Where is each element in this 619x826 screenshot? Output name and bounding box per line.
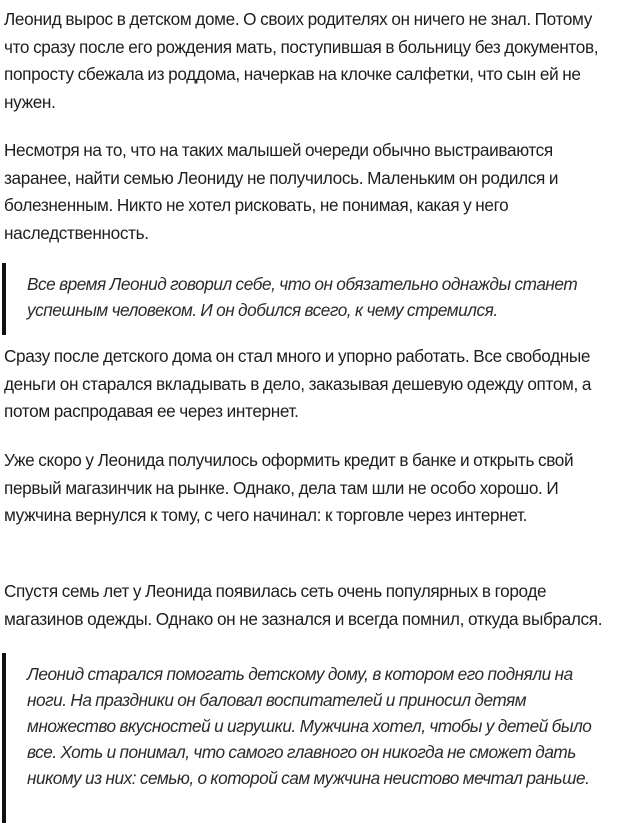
blockquote-2-text: Леонид старался помогать детскому дому, в котором его подняли на ноги. На праздники он баловал воспитателей и приносил детям множество вкусностей и игрушки. Мужчина хотел, чтобы у детей было все. Хоть и понимал, что самого главного он никогда не сможет дать никому из них: семью, о которой сам мужчина неистово мечтал раньше.	[27, 664, 592, 788]
paragraph-4: Уже скоро у Леонида получилось оформить кредит в банке и открыть свой первый магазинчик на рынке. Однако, дела там шли не особо хорошо. И мужчина вернулся к тому, с чего начинал: к торговле через интернет.	[4, 450, 574, 525]
blockquote-1	[2, 263, 614, 335]
blockquote-2-wrap	[2, 653, 614, 823]
paragraph-3-wrap	[4, 343, 616, 426]
paragraph-3: Сразу после детского дома он стал много и упорно работать. Все свободные деньги он старался вкладывать в дело, заказывая дешевую одежду оптом, а потом распродавая ее через интернет.	[4, 346, 592, 421]
paragraph-1: Леонид вырос в детском доме. О своих родителях он ничего не знал. Потому что сразу после его рождения мать, поступившая в больницу без документов, попросту сбежала из роддома, начеркав на клочке салфетки, что сын ей не нужен.	[4, 9, 599, 112]
paragraph-5: Спустя семь лет у Леонида появилась сеть очень популярных в городе магазинов одежды. Однако он не зазнался и всегда помнил, откуда выбрался.	[4, 581, 603, 629]
paragraph-2-wrap	[4, 137, 616, 247]
paragraph-2: Несмотря на то, что на таких малышей очереди обычно выстраиваются заранее, найти семью Леониду не получилось. Маленьким он родился и болезненным. Никто не хотел рисковать, не понимая, какая у него наследственность.	[4, 140, 559, 243]
blockquote-2	[2, 653, 614, 823]
blockquote-1-text: Все время Леонид говорил себе, что он обязательно однажды станет успешным человеком. И он добился всего, к чему стремился.	[27, 274, 578, 320]
blockquote-1-wrap	[2, 263, 614, 335]
paragraph-5-wrap	[4, 578, 616, 633]
paragraph-4-wrap	[4, 447, 616, 530]
paragraph-1-wrap	[4, 6, 616, 116]
